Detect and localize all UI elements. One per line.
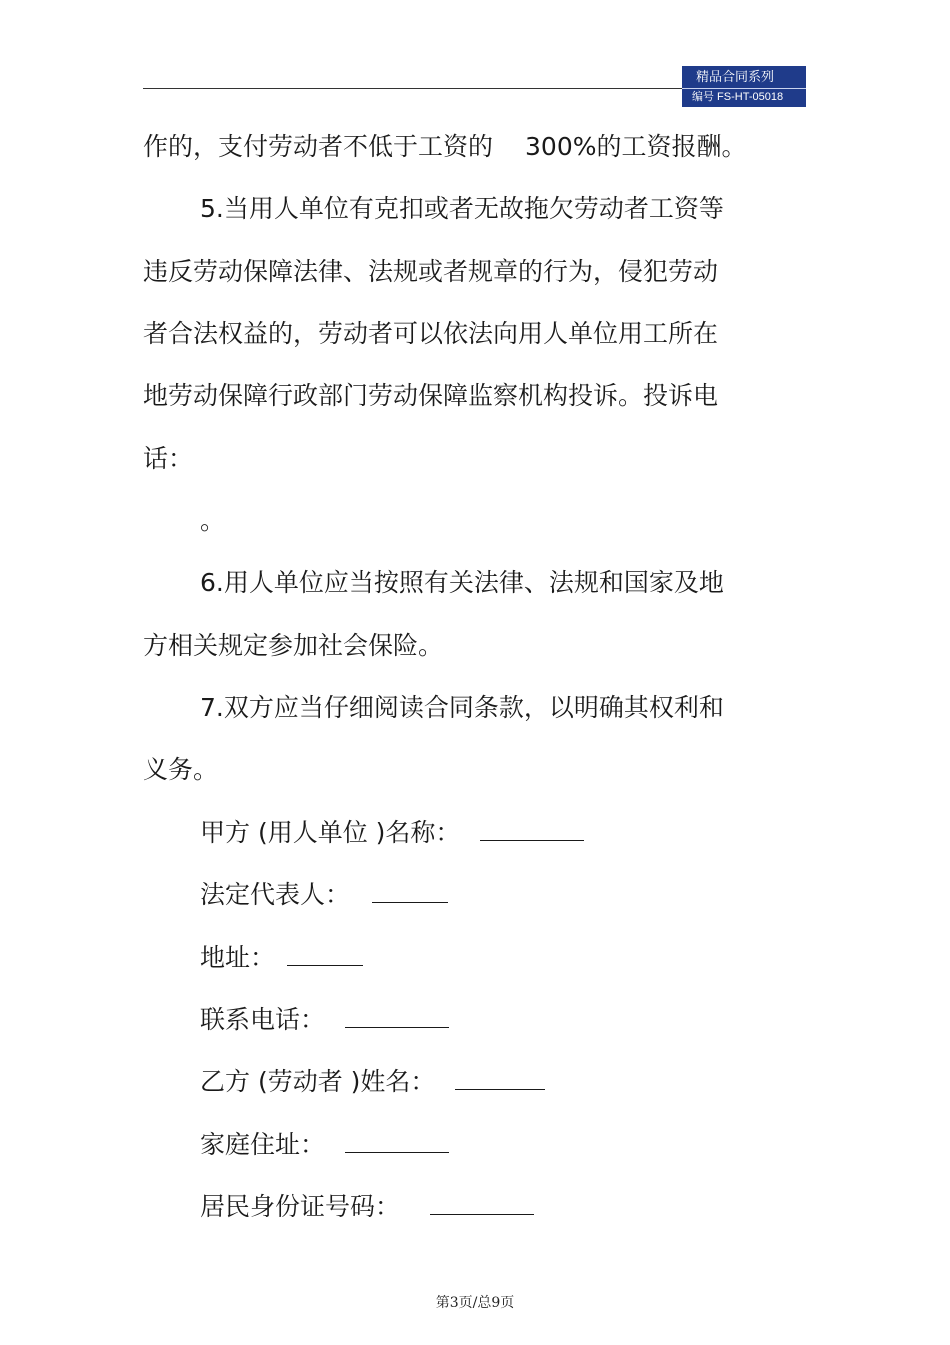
field-legal-representative <box>200 879 448 911</box>
field-label: 联系电话： <box>200 1005 326 1034</box>
blank-line[interactable] <box>480 820 584 841</box>
blank-line[interactable] <box>345 1132 449 1153</box>
badge-divider <box>682 88 806 89</box>
field-label: 乙方 (劳动者 )姓名： <box>200 1067 436 1096</box>
body-line-7: 。 <box>200 506 226 535</box>
body-line-4: 者合法权益的，劳动者可以依法向用人单位用工所在 <box>143 319 719 348</box>
header-rule <box>143 88 683 89</box>
line-tail: 300%的工资报酬。 <box>525 132 747 161</box>
field-label: 家庭住址： <box>200 1130 326 1159</box>
badge-title: 精品合同系列 <box>696 69 775 84</box>
field-home-address <box>200 1129 449 1161</box>
field-address <box>200 942 363 974</box>
page-footer: 第3页/总9页 <box>435 1295 515 1311</box>
blank-line[interactable] <box>430 1194 534 1215</box>
body-line-2: 5.当用人单位有克扣或者无故拖欠劳动者工资等 <box>200 194 724 223</box>
field-label: 居民身份证号码： <box>200 1192 401 1221</box>
body-line-1 <box>143 131 747 163</box>
field-employer-name <box>200 817 584 849</box>
field-label: 甲方 (用人单位 )名称： <box>200 818 461 847</box>
field-label: 地址： <box>200 943 276 972</box>
body-line-11: 义务。 <box>143 755 219 784</box>
blank-line[interactable] <box>455 1069 545 1090</box>
body-line-10: 7.双方应当仔细阅读合同条款，以明确其权利和 <box>200 693 724 722</box>
line-text: 作的，支付劳动者不低于工资的 <box>143 132 494 161</box>
field-phone <box>200 1004 449 1036</box>
field-employee-name <box>200 1066 545 1098</box>
blank-line[interactable] <box>372 882 448 903</box>
body-line-3: 违反劳动保障法律、法规或者规章的行为，侵犯劳动 <box>143 257 719 286</box>
field-id-number <box>200 1191 534 1223</box>
badge-code: 编号 FS-HT-05018 <box>692 91 784 103</box>
blank-line[interactable] <box>287 945 363 966</box>
body-line-9: 方相关规定参加社会保险。 <box>143 631 444 660</box>
blank-line[interactable] <box>345 1007 449 1028</box>
series-badge <box>682 66 806 107</box>
body-line-8: 6.用人单位应当按照有关法律、法规和国家及地 <box>200 568 724 597</box>
body-line-5: 地劳动保障行政部门劳动保障监察机构投诉。投诉电 <box>143 381 719 410</box>
body-line-6: 话： <box>143 444 194 473</box>
field-label: 法定代表人： <box>200 880 351 909</box>
